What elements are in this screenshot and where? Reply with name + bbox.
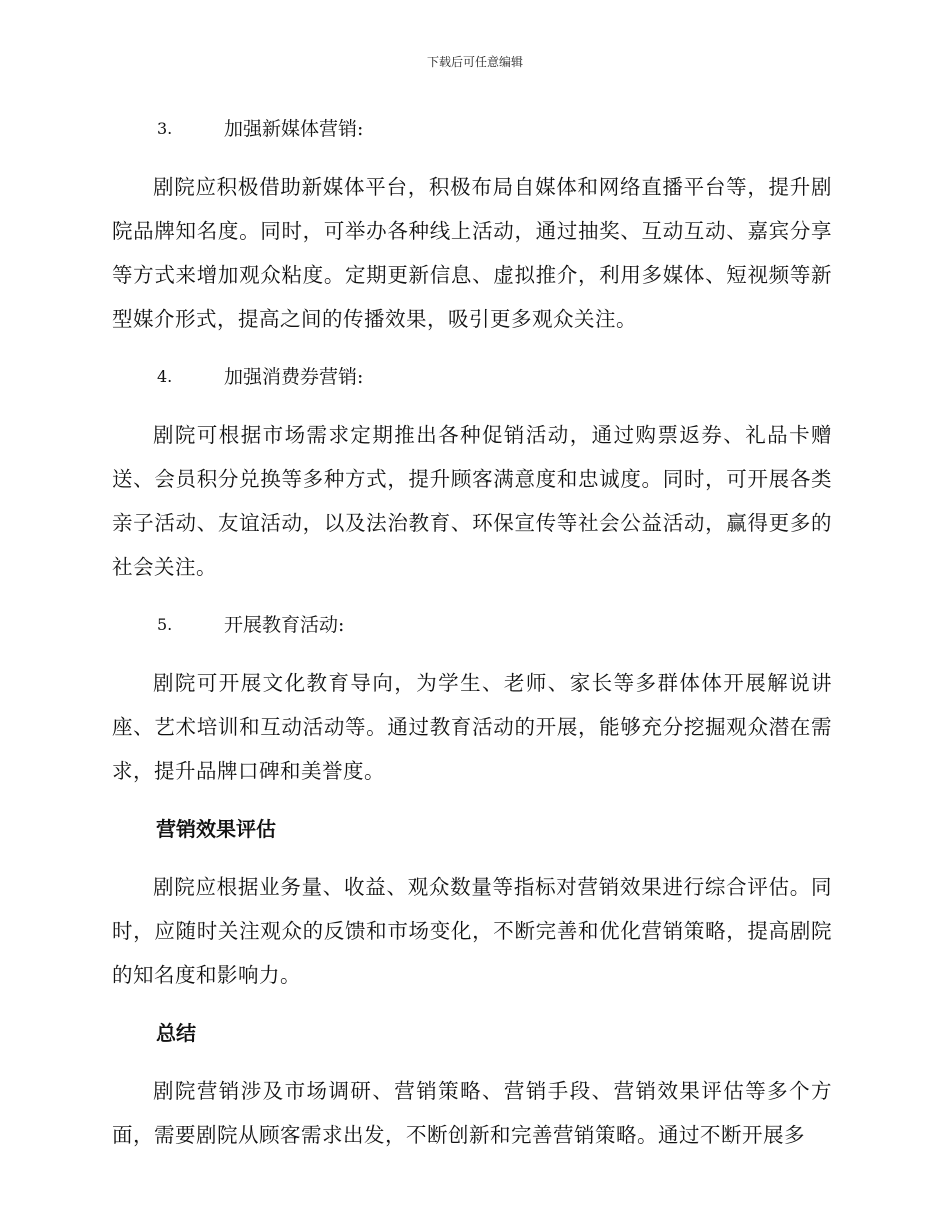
list-number: 3. [157,119,173,138]
list-item-heading [112,603,832,647]
paragraph: 剧院应根据业务量、收益、观众数量等指标对营销效果进行综合评估。同时，应随时关注观众的反馈和市场变化，不断完善和优化营销策略，提高剧院的知名度和影响力。 [112,875,832,987]
list-number: 5. [157,615,173,634]
list-item-heading [112,107,832,151]
paragraph: 剧院应积极借助新媒体平台，积极布局自媒体和网络直播平台等，提升剧院品牌知名度。同时，可举办各种线上活动，通过抽奖、互动互动、嘉宾分享等方式来增加观众粘度。定期更新信息、虚拟推介，利用多媒体、短视频等新型媒介形式，提高之间的传播效果，吸引更多观众关注。 [112,175,832,331]
list-number: 4. [157,367,173,386]
document-body [112,107,832,1171]
list-title: 加强新媒体营销: [224,118,364,140]
paragraph: 剧院可根据市场需求定期推出各种促销活动，通过购票返券、礼品卡赠送、会员积分兑换等多种方式，提升顾客满意度和忠诚度。同时，可开展各类亲子活动、友谊活动，以及法治教育、环保宣传等社会公益活动，赢得更多的社会关注。 [112,423,832,579]
page-header: 下载后可任意编辑 [426,55,523,69]
list-title: 开展教育活动: [224,614,345,636]
list-item-heading [112,355,832,399]
section-title-evaluation: 营销效果评估 [156,817,276,841]
paragraph: 剧院可开展文化教育导向，为学生、老师、家长等多群体体开展解说讲座、艺术培训和互动活动等。通过教育活动的开展，能够充分挖掘观众潜在需求，提升品牌口碑和美誉度。 [112,671,832,783]
paragraph: 剧院营销涉及市场调研、营销策略、营销手段、营销效果评估等多个方面，需要剧院从顾客需求出发，不断创新和完善营销策略。通过不断开展多 [112,1079,832,1147]
section-title-summary: 总结 [156,1021,196,1045]
list-title: 加强消费券营销: [224,366,364,388]
